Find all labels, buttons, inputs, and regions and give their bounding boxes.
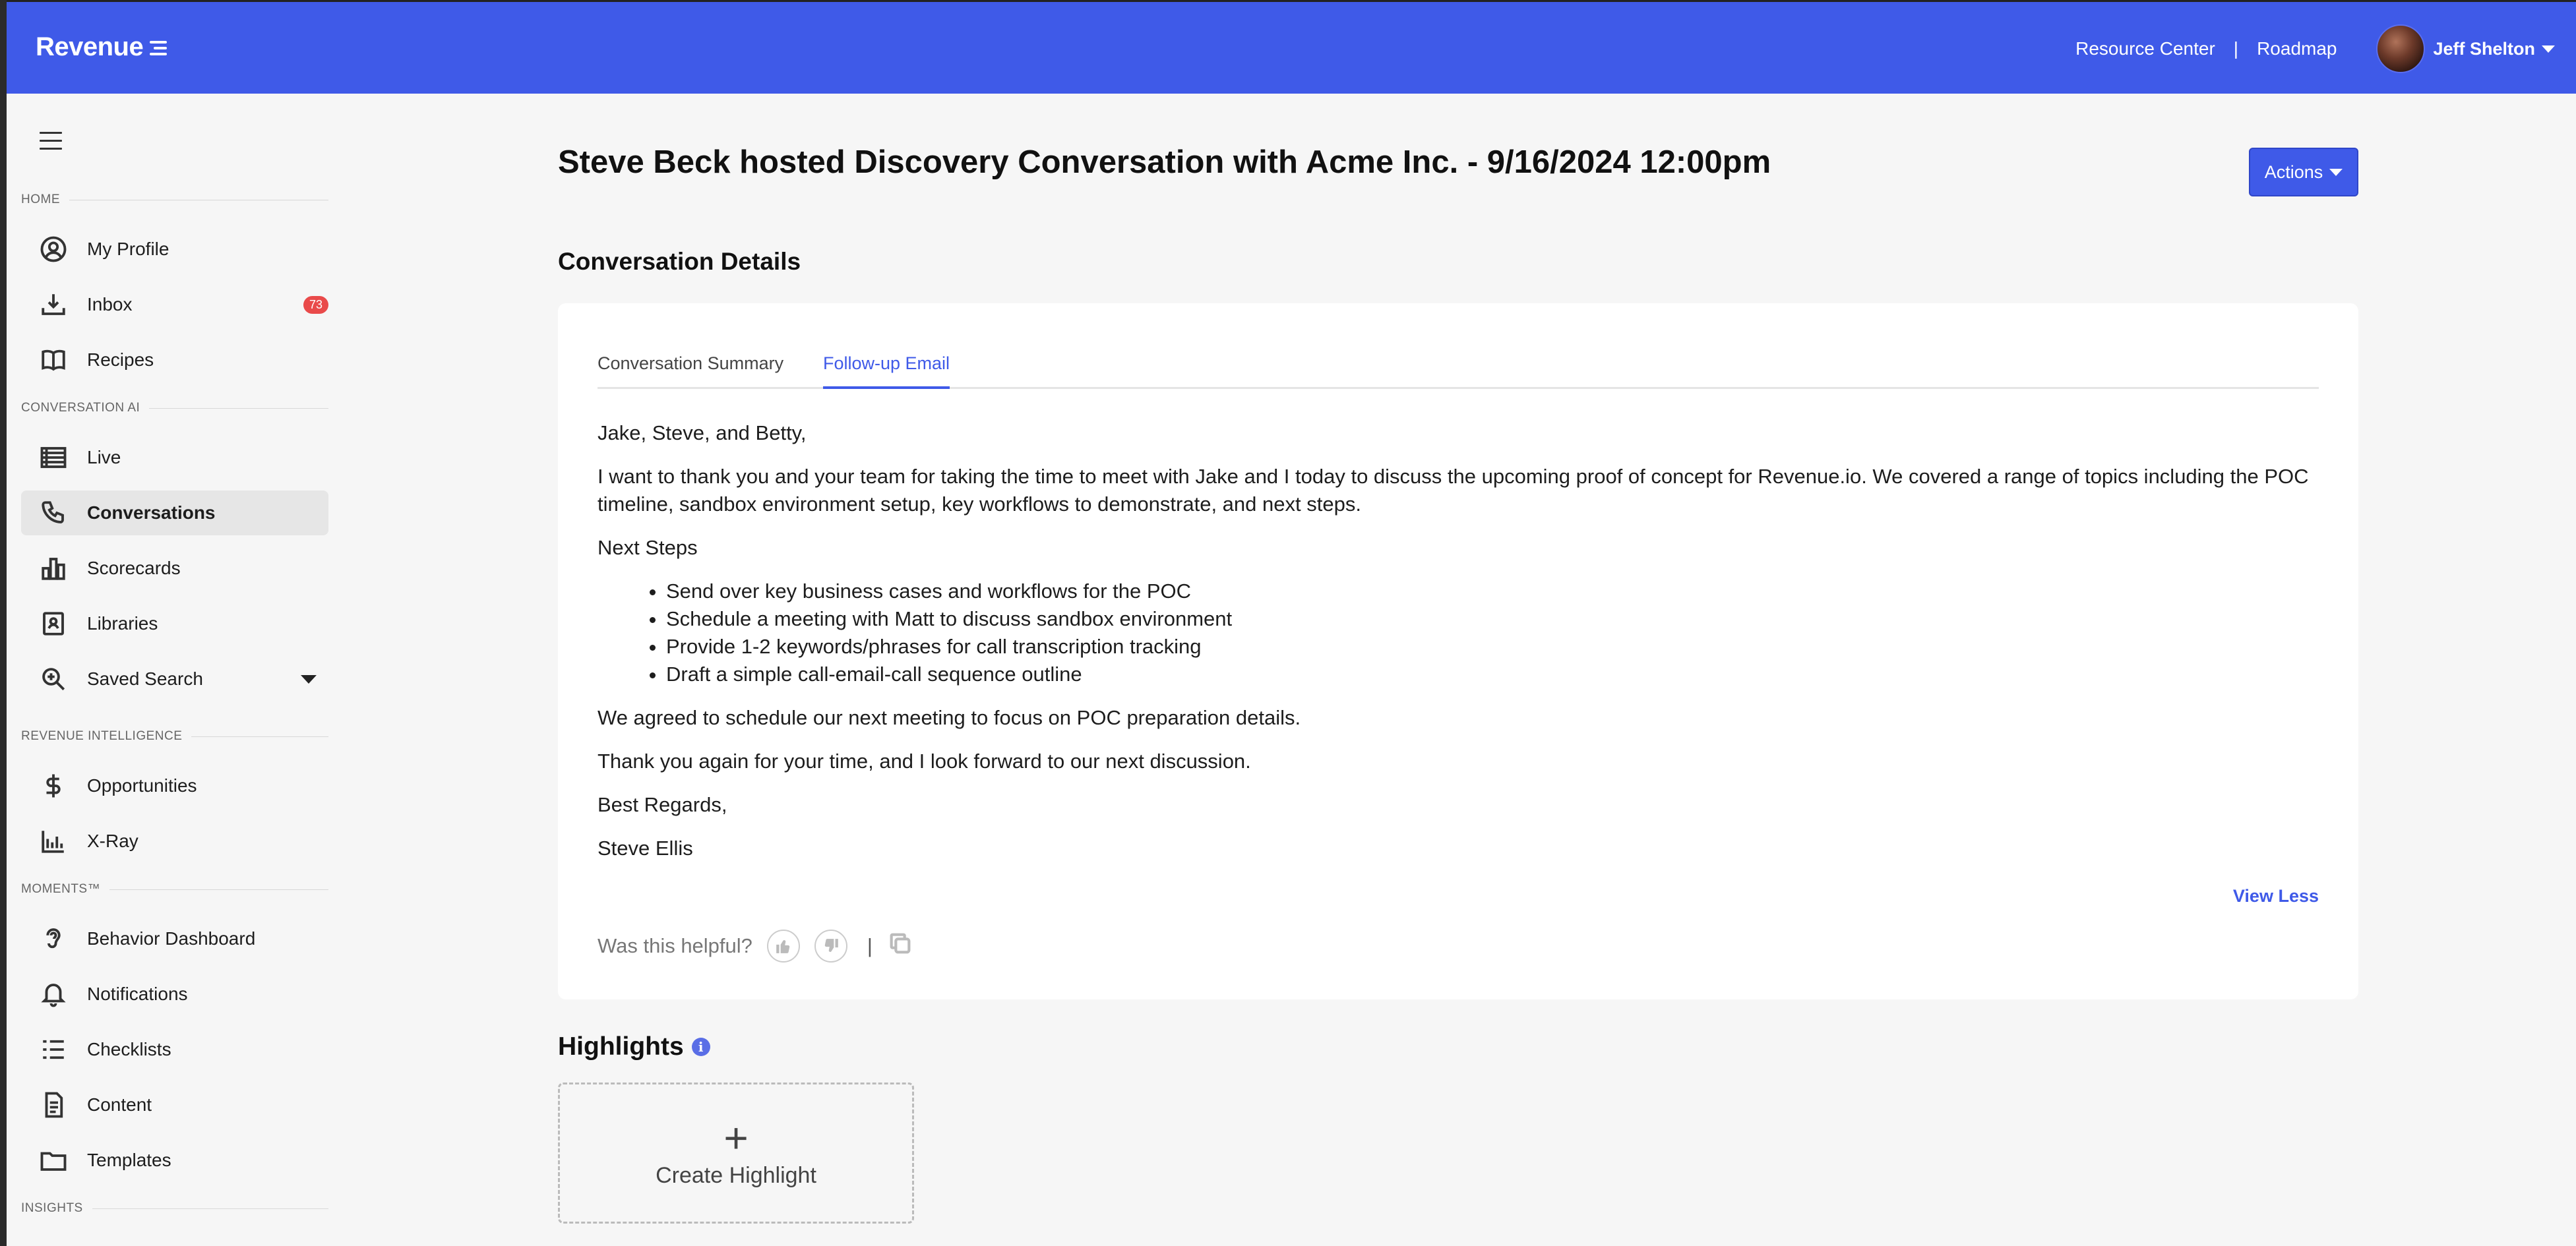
open-book-icon bbox=[38, 345, 69, 375]
tab-conversation-summary[interactable]: Conversation Summary bbox=[598, 353, 784, 373]
sidebar-item-label: Opportunities bbox=[87, 775, 197, 796]
sidebar-item-label: X-Ray bbox=[87, 831, 138, 851]
page-title: Steve Beck hosted Discovery Conversation with Acme Inc. - 9/16/2024 12:00pm bbox=[558, 144, 1771, 180]
sidebar-item-templates[interactable] bbox=[21, 1138, 328, 1183]
list-item: • Provide 1-2 keywords/phrases for call transcription tracking bbox=[666, 633, 2325, 661]
sidebar-item-label: Conversations bbox=[87, 502, 216, 523]
actions-button[interactable] bbox=[2249, 148, 2358, 196]
section-revenue-intelligence: REVENUE INTELLIGENCE bbox=[21, 729, 328, 744]
highlights-label: Highlights bbox=[558, 1032, 684, 1061]
create-highlight-label: Create Highlight bbox=[656, 1162, 816, 1188]
sidebar-item-scorecards[interactable] bbox=[21, 546, 328, 591]
search-plus-icon bbox=[38, 664, 69, 694]
sidebar-item-notifications[interactable] bbox=[21, 972, 328, 1017]
view-less-link[interactable]: View Less bbox=[2232, 886, 2319, 906]
section-conversation-ai: CONVERSATION AI bbox=[21, 401, 328, 415]
thumbs-down-icon[interactable] bbox=[814, 930, 847, 963]
sidebar-item-libraries[interactable] bbox=[21, 601, 328, 646]
sidebar-item-content[interactable] bbox=[21, 1083, 328, 1127]
actions-label: Actions bbox=[2264, 162, 2323, 182]
hamburger-menu-icon[interactable] bbox=[40, 132, 62, 156]
conversation-details-card bbox=[558, 303, 2358, 999]
sidebar-item-label: Templates bbox=[87, 1150, 171, 1170]
tab-follow-up-email[interactable]: Follow-up Email bbox=[823, 353, 950, 389]
helpful-label: Was this helpful? bbox=[598, 934, 752, 957]
resource-center-link[interactable]: Resource Center bbox=[2075, 38, 2215, 59]
avatar[interactable] bbox=[2376, 24, 2425, 73]
section-home: HOME bbox=[21, 193, 328, 207]
info-icon[interactable]: i bbox=[692, 1038, 710, 1056]
list-item: • Draft a simple call-email-call sequence outline bbox=[666, 661, 2325, 688]
sidebar-item-conversations[interactable] bbox=[21, 490, 328, 535]
thumbs-up-icon[interactable] bbox=[767, 930, 800, 963]
sidebar-item-x-ray[interactable] bbox=[21, 819, 328, 864]
email-intro: I want to thank you and your team for taking the time to meet with Jake and I today to discuss the upcoming proof of concept for Revenue.io. We covered a range of topics including the POC timeline, sandbox environment setup, key workflows to demonstrate, and next steps. bbox=[598, 465, 2309, 516]
plus-icon: + bbox=[723, 1113, 749, 1162]
sidebar-item-label: Checklists bbox=[87, 1039, 171, 1059]
section-insights: INSIGHTS bbox=[21, 1201, 328, 1216]
sidebar bbox=[7, 94, 330, 1246]
user-circle-icon bbox=[38, 234, 69, 264]
next-steps-list bbox=[666, 578, 2325, 688]
window-edge bbox=[0, 0, 7, 1246]
email-closing: Best Regards, bbox=[598, 793, 727, 816]
chevron-down-icon bbox=[2329, 169, 2343, 176]
chevron-down-icon[interactable] bbox=[301, 675, 317, 684]
ear-icon bbox=[38, 924, 69, 954]
section-moments: MOMENTS™ bbox=[21, 882, 328, 897]
sidebar-item-inbox[interactable] bbox=[21, 282, 328, 327]
checklist-icon bbox=[38, 1034, 69, 1065]
inbox-download-icon bbox=[38, 289, 69, 320]
feedback-separator: | bbox=[867, 934, 873, 957]
sidebar-item-label: Recipes bbox=[87, 349, 154, 370]
list-item: • Schedule a meeting with Matt to discuss sandbox environment bbox=[666, 605, 2325, 633]
follow-up-email-body bbox=[598, 419, 2325, 878]
list-item: • Send over key business cases and workflows for the POC bbox=[666, 578, 2325, 605]
document-icon bbox=[38, 1090, 69, 1120]
bell-icon bbox=[38, 979, 69, 1009]
live-list-icon bbox=[38, 442, 69, 473]
next-steps-label: Next Steps bbox=[598, 536, 698, 559]
sidebar-item-saved-search[interactable] bbox=[21, 657, 328, 701]
sidebar-item-behavior-dashboard[interactable] bbox=[21, 916, 328, 961]
sidebar-item-recipes[interactable] bbox=[21, 338, 328, 382]
feedback-row bbox=[598, 930, 913, 963]
sidebar-item-label: Notifications bbox=[87, 984, 188, 1004]
sidebar-item-label: Live bbox=[87, 447, 121, 467]
top-navigation-bar bbox=[7, 0, 2576, 94]
sidebar-item-label: Behavior Dashboard bbox=[87, 928, 256, 949]
sidebar-item-label: Saved Search bbox=[87, 668, 203, 689]
sidebar-item-my-profile[interactable] bbox=[21, 227, 328, 272]
revenue-logo[interactable] bbox=[36, 32, 167, 62]
sidebar-item-checklists[interactable] bbox=[21, 1027, 328, 1072]
conversation-details-heading: Conversation Details bbox=[558, 248, 801, 275]
sidebar-item-label: My Profile bbox=[87, 239, 169, 259]
sidebar-item-live[interactable] bbox=[21, 435, 328, 480]
sidebar-item-label: Scorecards bbox=[87, 558, 181, 578]
folder-icon bbox=[38, 1145, 69, 1175]
user-name[interactable]: Jeff Shelton bbox=[2433, 38, 2535, 59]
top-right-menu bbox=[2075, 24, 2555, 73]
logo-text: Revenue bbox=[36, 32, 144, 61]
sidebar-item-label: Inbox bbox=[87, 294, 133, 314]
phone-icon bbox=[38, 498, 69, 528]
email-thanks: Thank you again for your time, and I look forward to our next discussion. bbox=[598, 750, 1251, 773]
dollar-icon bbox=[38, 771, 69, 801]
email-signature: Steve Ellis bbox=[598, 837, 693, 860]
sidebar-item-label: Content bbox=[87, 1094, 152, 1115]
highlights-heading bbox=[558, 1032, 710, 1061]
library-icon bbox=[38, 608, 69, 639]
x-ray-chart-icon bbox=[38, 826, 69, 856]
sidebar-item-opportunities[interactable] bbox=[21, 763, 328, 808]
header-separator: | bbox=[2233, 38, 2239, 59]
copy-icon[interactable] bbox=[887, 930, 913, 962]
logo-lines-icon bbox=[150, 41, 167, 55]
inbox-count-badge: 73 bbox=[303, 296, 328, 314]
create-highlight-button[interactable] bbox=[558, 1083, 914, 1224]
chevron-down-icon[interactable] bbox=[2542, 45, 2555, 53]
roadmap-link[interactable]: Roadmap bbox=[2257, 38, 2337, 59]
bar-chart-icon bbox=[38, 553, 69, 583]
tab-bar bbox=[598, 353, 2319, 389]
email-greeting: Jake, Steve, and Betty, bbox=[598, 421, 807, 444]
sidebar-item-label: Libraries bbox=[87, 613, 158, 634]
email-agreement: We agreed to schedule our next meeting to focus on POC preparation details. bbox=[598, 706, 1301, 729]
